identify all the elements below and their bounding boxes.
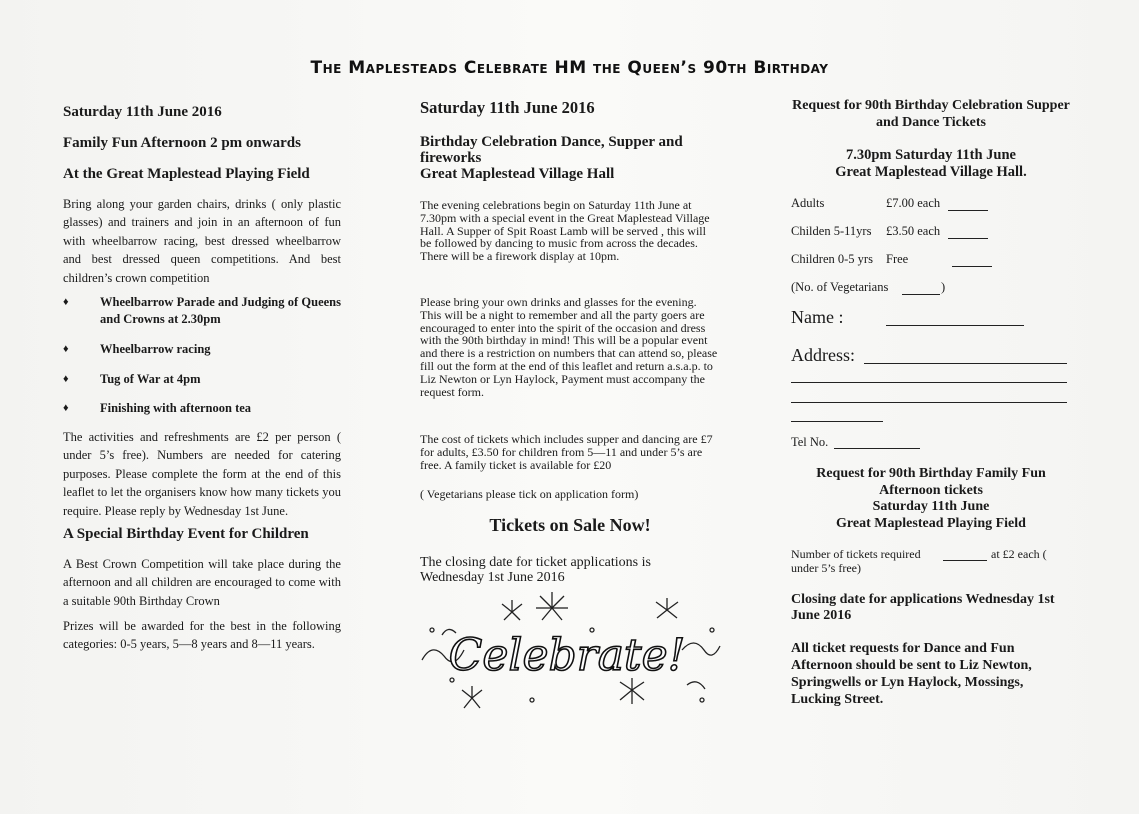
bullet-text: Tug of War at 4pm	[100, 372, 201, 386]
firework-icon	[462, 686, 482, 708]
diamond-bullet-icon: ♦	[63, 296, 69, 308]
vegetarians-label: (No. of Vegetarians	[791, 280, 889, 294]
firework-icon	[620, 678, 644, 704]
firework-icon	[502, 600, 522, 620]
children-5-11-quantity-field[interactable]	[948, 226, 988, 239]
supper-request-heading: Request for 90th Birthday Celebration Supper and Dance Tickets	[792, 98, 1070, 130]
children-0-5-price: Free	[886, 252, 909, 266]
children-5-11-label: Childen 5-11yrs	[791, 224, 872, 238]
firework-icon	[536, 592, 568, 620]
children-heading: A Special Birthday Event for Children	[63, 526, 309, 542]
tel-label: Tel No.	[791, 435, 829, 449]
evening-paragraph: The evening celebrations begin on Saturday 11th June at 7.30pm with a special event in the Great Maplestead Village Hall. A Supper of Spit Roast Lamb will be served , this will be followed by dancing to music from across the decades. There will be a firework display at 10pm.	[420, 198, 710, 264]
village-hall-heading: Great Maplestead Village Hall	[420, 166, 615, 182]
playing-field-heading: At the Great Maplestead Playing Field	[63, 166, 310, 182]
fun-afternoon-heading: Family Fun Afternoon 2 pm onwards	[63, 135, 301, 151]
tickets-required-price: at £2 each ( under 5’s free)	[791, 547, 1047, 575]
children-0-5-quantity-field[interactable]	[952, 254, 992, 267]
name-field[interactable]	[886, 310, 1024, 326]
vegetarian-note: ( Vegetarians please tick on application form)	[420, 487, 639, 501]
children-paragraph: A Best Crown Competition will take place during the afternoon and all children are encouraged to come with a suitable 90th Birthday Crown	[63, 557, 341, 608]
cost-paragraph: The cost of tickets which includes supper and dancing are £7 for adults, £3.50 for children from 5—11 and under 5’s are free. A family ticket is available for £20	[420, 432, 713, 472]
address-field-line-1[interactable]	[864, 348, 1067, 364]
address-field-line-2[interactable]	[791, 370, 1067, 383]
streamer-icon	[682, 643, 720, 655]
diamond-bullet-icon: ♦	[63, 373, 69, 385]
streamer-icon	[687, 682, 705, 689]
celebrate-clipart	[412, 590, 722, 715]
children-5-11-price: £3.50 each	[886, 224, 941, 238]
bullet-text: Wheelbarrow Parade and Judging of Queens and Crowns at 2.30pm	[100, 295, 341, 326]
supper-time-line: 7.30pm Saturday 11th June	[845, 147, 1016, 163]
diamond-bullet-icon: ♦	[63, 343, 69, 355]
send-requests-heading: All ticket requests for Dance and Fun Afternoon should be sent to Liz Newton, Springwells or Lyn Haylock, Mossings, Lucking Street.	[791, 641, 1032, 707]
adults-label: Adults	[791, 196, 825, 210]
children-0-5-label: Children 0-5 yrs	[791, 252, 873, 266]
tel-field[interactable]	[834, 436, 920, 449]
family-venue-line: Great Maplestead Playing Field	[836, 516, 1026, 531]
celebrate-text: Celebrate!	[448, 630, 686, 681]
address-field-line-3[interactable]	[791, 390, 1067, 403]
tickets-on-sale-heading: Tickets on Sale Now!	[489, 515, 651, 535]
left-date: Saturday 11th June 2016	[63, 104, 222, 120]
firework-icon	[656, 598, 678, 618]
vegetarians-quantity-field[interactable]	[902, 282, 940, 295]
tickets-required-label: Number of tickets required	[791, 547, 921, 561]
adults-price: £7.00 each	[886, 196, 941, 210]
page-title: The Maplesteads Celebrate HM the Queen’s 90th Birthday	[310, 58, 829, 78]
bullet-text: Wheelbarrow racing	[100, 342, 211, 356]
vegetarians-close-paren: )	[941, 280, 946, 294]
name-label: Name :	[791, 307, 844, 327]
address-field-line-4[interactable]	[791, 409, 883, 422]
prizes-paragraph: Prizes will be awarded for the best in the following categories: 0-5 years, 5—8 years and 8—11 years.	[63, 619, 341, 652]
bullet-text: Finishing with afternoon tea	[100, 401, 252, 415]
adults-quantity-field[interactable]	[948, 198, 988, 211]
closing-date-text: The closing date for ticket applications is Wednesday 1st June 2016	[420, 555, 651, 585]
dance-heading: Birthday Celebration Dance, Supper and fireworks	[420, 134, 683, 166]
middle-date: Saturday 11th June 2016	[420, 98, 595, 117]
drinks-paragraph: Please bring your own drinks and glasses for the evening. This will be a night to remember and all the party goers are encouraged to enter into the spirit of the occasion and dress with the 90th birthday in mind! This will be a popular event and there is a restriction on numbers that can attend so, please fill out the form at the end of this leaflet and return a.s.a.p. to Liz Newton or Lyn Haylock, Payment must accompany the request form.	[420, 295, 718, 399]
intro-paragraph: Bring along your garden chairs, drinks ( only plastic glasses) and trainers and join in an afternoon of fun with wheelbarrow racing, best dressed wheelbarrow and best dressed queen competitions. And best children’s crown competition	[63, 197, 341, 285]
family-date-line: Saturday 11th June	[872, 499, 990, 514]
activities-paragraph: The activities and refreshments are £2 per person ( under 5’s free). Numbers are needed for catering purposes. Please complete the form at the end of this leaflet to let the organisers know how many tickets you require. Please reply by Wednesday 1st June.	[63, 430, 341, 518]
address-label: Address:	[791, 345, 855, 365]
diamond-bullet-icon: ♦	[63, 402, 69, 414]
supper-venue-line: Great Maplestead Village Hall.	[835, 164, 1027, 180]
closing-date-heading: Closing date for applications Wednesday 1st June 2016	[791, 592, 1055, 623]
family-request-heading: Request for 90th Birthday Family Fun Afternoon tickets	[816, 466, 1046, 498]
